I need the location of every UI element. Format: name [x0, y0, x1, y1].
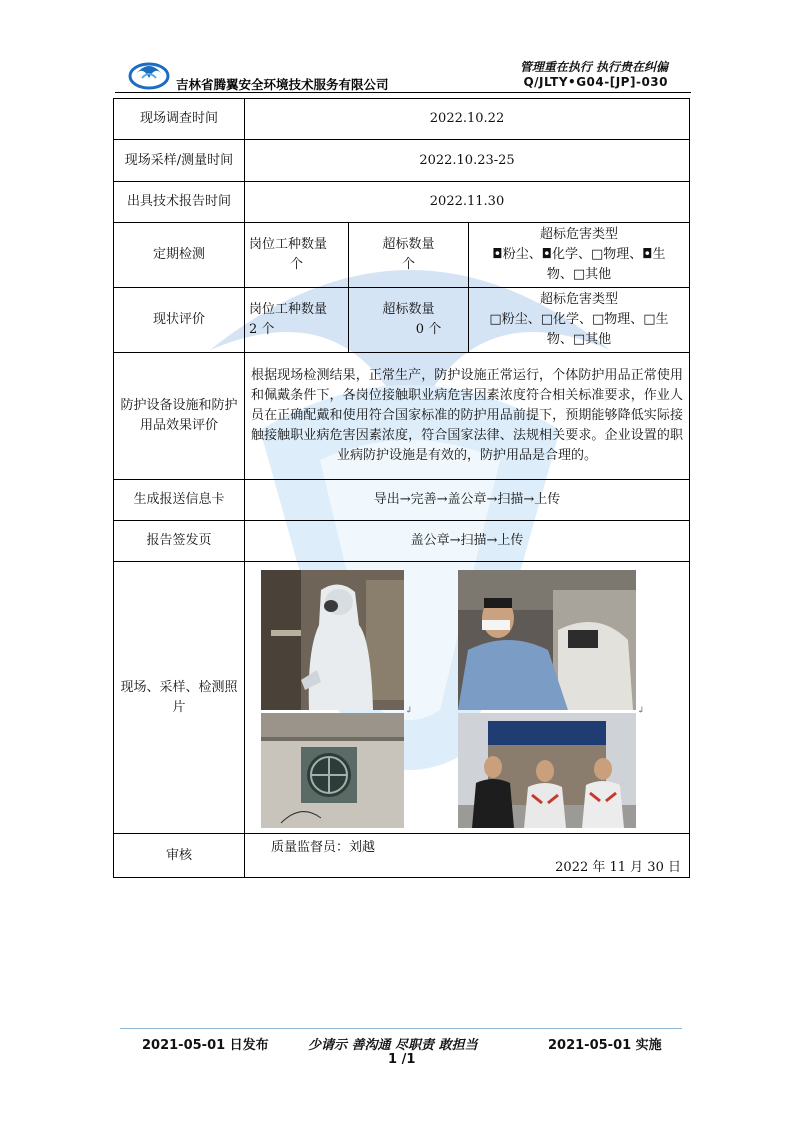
info-card-label: 生成报送信息卡: [114, 480, 245, 521]
survey-time-label: 现场调查时间: [114, 99, 245, 140]
header-divider: [115, 92, 691, 93]
photo-team-group: [458, 713, 636, 828]
sampling-time-value: 2022.10.23-25: [245, 140, 690, 182]
quality-supervisor: 质量监督员：刘越: [271, 839, 376, 855]
header-slogan: 管理重在执行 执行贵在纠偏: [519, 60, 668, 74]
survey-time-value: 2022.10.22: [245, 99, 690, 140]
status-count-cell: [245, 288, 349, 353]
status-count-label: 岗位工种数量: [249, 302, 328, 317]
photo-anchor-mark: ↲: [637, 705, 645, 716]
table-row: [114, 834, 690, 878]
table-row: [114, 562, 690, 834]
table-row: [114, 182, 690, 223]
photos-label: 现场、采样、检测照片: [114, 562, 245, 834]
photo-ventilation-fan: [261, 713, 404, 828]
sampling-time-label: 现场采样/测量时间: [114, 140, 245, 182]
table-row: [114, 288, 690, 353]
table-row: [114, 353, 690, 480]
photos-cell: [245, 562, 690, 834]
status-hazard-line2: 物、□其他: [546, 332, 612, 347]
table-row: [114, 521, 690, 562]
footer-effective-date: 2021-05-01 实施: [548, 1038, 662, 1053]
periodic-count-cell: [245, 223, 349, 288]
photo-anchor-mark: ↲: [405, 705, 413, 716]
status-hazard-cell: [469, 288, 690, 353]
periodic-hazard-line2: 物、□其他: [546, 267, 612, 282]
sign-page-label: 报告签发页: [114, 521, 245, 562]
table-row: [114, 99, 690, 140]
review-date: 2022 年 11 月 30 日: [555, 859, 681, 875]
review-cell: [245, 834, 690, 878]
footer-motto: 少请示 善沟通 尽职责 敢担当: [308, 1038, 478, 1053]
status-exceed-cell: [349, 288, 469, 353]
periodic-hazard-cell: [469, 223, 690, 288]
footer-issued-date: 2021-05-01 日发布: [142, 1038, 269, 1053]
table-row: [114, 480, 690, 521]
page-number: 1 /1: [388, 1052, 416, 1067]
report-time-label: 出具技术报告时间: [114, 182, 245, 223]
sign-page-steps: 盖公章→扫描→上传: [245, 521, 690, 562]
company-logo-icon: [128, 56, 170, 90]
document-code: Q/JLTY•G04-[JP]-030: [523, 75, 668, 89]
company-name: 吉林省腾翼安全环境技术服务有限公司: [176, 77, 389, 92]
photo-protective-suit: [261, 570, 404, 710]
status-exceed-value: 0 个: [415, 322, 442, 337]
status-count-value: 2 个: [249, 322, 275, 337]
periodic-count-value: 个: [289, 257, 303, 272]
photo-sampling-technician: [458, 570, 636, 710]
status-hazard-line1: □粉尘、□化学、□物理、□生: [489, 312, 669, 327]
info-card-steps: 导出→完善→盖公章→扫描→上传: [245, 480, 690, 521]
status-exceed-label: 超标数量: [382, 302, 435, 317]
protection-eval-label: 防护设备设施和防护用品效果评价: [114, 353, 245, 480]
periodic-exceed-cell: [349, 223, 469, 288]
review-label: 审核: [114, 834, 245, 878]
report-time-value: 2022.11.30: [245, 182, 690, 223]
protection-eval-text: 根据现场检测结果，正常生产，防护设施正常运行，个体防护用品正常使用和佩戴条件下，各岗位接触职业病危害因素浓度符合相关标准要求，作业人员在正确配戴和使用符合国家标准的防护用品前提下，预期能够降低实际接触接触职业病危害因素浓度，符合国家法律、法规相关要求。企业设置的职业病防护设施是有效的，防护用品是合理的。: [245, 353, 690, 480]
periodic-test-label: 定期检测: [114, 223, 245, 288]
periodic-hazard-title: 超标危害类型: [539, 227, 618, 242]
table-row: [114, 223, 690, 288]
report-table: [113, 98, 690, 878]
periodic-count-label: 岗位工种数量: [249, 237, 328, 252]
review-content: [245, 836, 689, 876]
photo-grid: [245, 563, 689, 833]
periodic-exceed-value: 个: [401, 257, 415, 272]
periodic-exceed-label: 超标数量: [382, 237, 435, 252]
status-eval-label: 现状评价: [114, 288, 245, 353]
periodic-hazard-line1: ◘粉尘、◘化学、□物理、◘生: [492, 247, 666, 262]
table-row: [114, 140, 690, 182]
footer-divider: [120, 1028, 682, 1029]
status-hazard-title: 超标危害类型: [539, 292, 618, 307]
